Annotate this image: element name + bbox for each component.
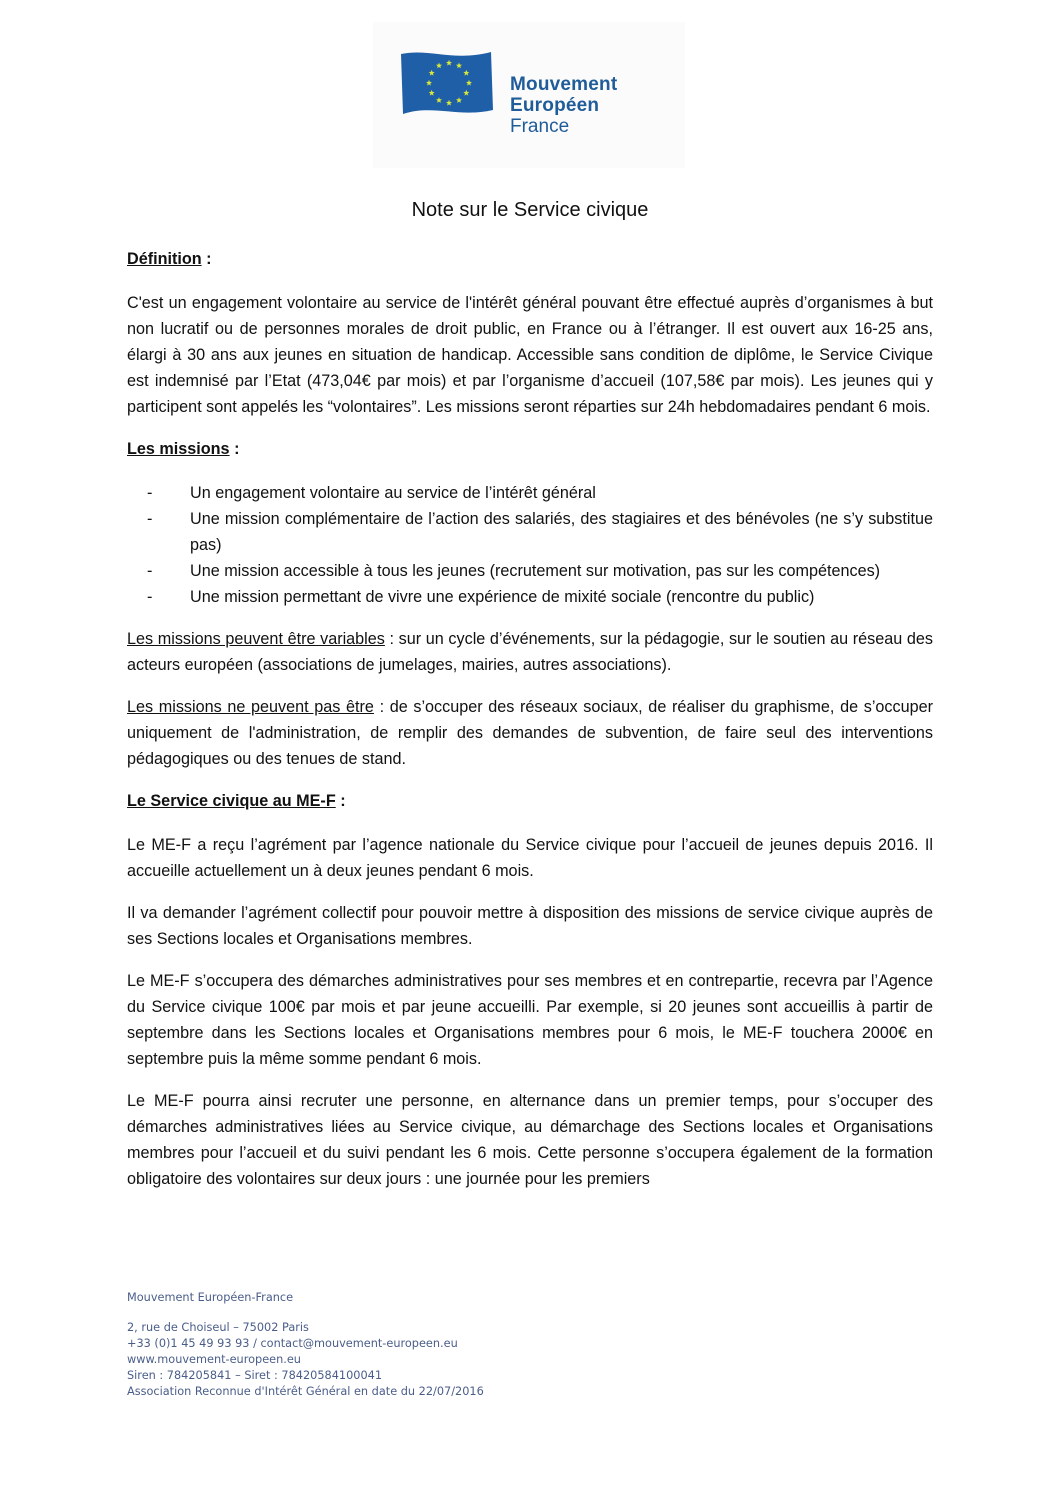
definition-heading-label: Définition — [127, 250, 202, 268]
missions-list — [127, 480, 933, 610]
list-item — [127, 584, 933, 610]
mef-paragraph: Le ME-F pourra ainsi recruter une personne, en alternance dans un premier temps, pour s’occuper des démarches administratives liées au Service civique, au démarchage des Sections locales et Organisations membres pour l’accueil et du suivi pendant les 6 mois. Cette personne s’occupera également de la formation obligatoire des volontaires sur deux jours : une journée pour les premiers — [127, 1092, 933, 1188]
organization-logo — [373, 22, 685, 168]
footer-registration-ids: Siren : 784205841 – Siret : 78420584100041 — [127, 1369, 383, 1382]
logo-line-3: France — [510, 116, 570, 137]
missions-exclusions-label: Les missions ne peuvent pas être — [127, 698, 374, 716]
page-footer — [127, 1290, 484, 1400]
missions-exclusions-paragraph — [127, 694, 933, 772]
missions-exclusions-text: : de s’occuper des réseaux sociaux, de réaliser du graphisme, de s’occuper uniquement de l'administration, de remplir des demandes de subvention, de faire seul des interventions pédagogiques ou des tenues de stand. — [127, 698, 933, 768]
footer-org-name: Mouvement Européen-France — [127, 1291, 294, 1304]
list-item-text: Une mission permettant de vivre une expérience de mixité sociale (rencontre du public) — [190, 588, 815, 606]
logo-wordmark — [510, 74, 617, 137]
mef-heading-label: Le Service civique au ME-F — [127, 792, 336, 810]
logo-line-1: Mouvement — [510, 74, 618, 95]
mef-paragraph: Le ME-F s’occupera des démarches administratives pour ses membres et en contrepartie, recevra par l’Agence du Service civique 100€ par mois et par jeune accueilli. Par exemple, si 20 jeunes sont accueillis à partir de septembre dans les Sections locales et Organisations membres pour 6 mois, le ME-F touchera 2000€ en septembre puis la même somme pendant 6 mois. — [127, 972, 933, 1068]
footer-website-link[interactable]: www.mouvement-europeen.eu — [127, 1353, 301, 1366]
heading-suffix: : — [201, 250, 212, 268]
missions-heading — [127, 436, 933, 462]
definition-heading — [127, 246, 933, 272]
mef-paragraph: Il va demander l’agrément collectif pour pouvoir mettre à disposition des missions de service civique auprès de ses Sections locales et Organisations membres. — [127, 904, 933, 948]
document-title: Note sur le Service civique — [411, 199, 649, 221]
bullet-dash: - — [147, 562, 153, 580]
list-item-text: Un engagement volontaire au service de l’intérêt général — [190, 484, 596, 502]
missions-variables-text: : sur un cycle d’événements, sur la pédagogie, sur le soutien au réseau des acteurs européen (associations de jumelages, mairies, autres associations). — [127, 630, 934, 674]
bullet-dash: - — [147, 484, 153, 502]
list-item — [127, 480, 933, 506]
bullet-dash: - — [147, 510, 153, 528]
missions-variables-paragraph — [127, 626, 933, 678]
footer-address: 2, rue de Choiseul – 75002 Paris — [127, 1321, 309, 1334]
footer-contact[interactable]: +33 (0)1 45 49 93 93 / contact@mouvement-europeen.eu — [127, 1337, 458, 1350]
definition-paragraph: C'est un engagement volontaire au service de l'intérêt général pouvant être effectué auprès d’organismes à but non lucratif ou de personnes morales de droit public, en France ou à l’étranger. Il est ouvert aux 16-25 ans, élargi à 30 ans aux jeunes en situation de handicap. Accessible sans condition de diplôme, le Service Civique est indemnisé par l’Etat (473,04€ par mois) et par l’organisme d’accueil (107,58€ par mois). Les jeunes qui y participent sont appelés les “volontaires”. Les missions seront réparties sur 24h hebdomadaires pendant 6 mois. — [127, 294, 933, 416]
missions-heading-label: Les missions — [127, 440, 230, 458]
list-item — [127, 506, 933, 558]
heading-suffix: : — [335, 792, 346, 810]
bullet-dash: - — [147, 588, 153, 606]
missions-variables-label: Les missions peuvent être variables — [127, 630, 385, 648]
logo-line-2: Européen — [510, 95, 600, 116]
list-item-text: Une mission complémentaire de l’action des salariés, des stagiaires et des bénévoles (ne s’y substitue pas) — [190, 510, 933, 554]
list-item-text: Une mission accessible à tous les jeunes (recrutement sur motivation, pas sur les compétences) — [190, 562, 881, 580]
document-body — [127, 246, 933, 1192]
footer-status: Association Reconnue d'Intérêt Général en date du 22/07/2016 — [127, 1385, 484, 1398]
mef-heading — [127, 788, 933, 814]
eu-flag-icon — [399, 48, 495, 118]
mef-paragraph: Le ME-F a reçu l’agrément par l’agence nationale du Service civique pour l’accueil de jeunes depuis 2016. Il accueille actuellement un à deux jeunes pendant 6 mois. — [127, 836, 933, 880]
heading-suffix: : — [229, 440, 240, 458]
list-item — [127, 558, 933, 584]
